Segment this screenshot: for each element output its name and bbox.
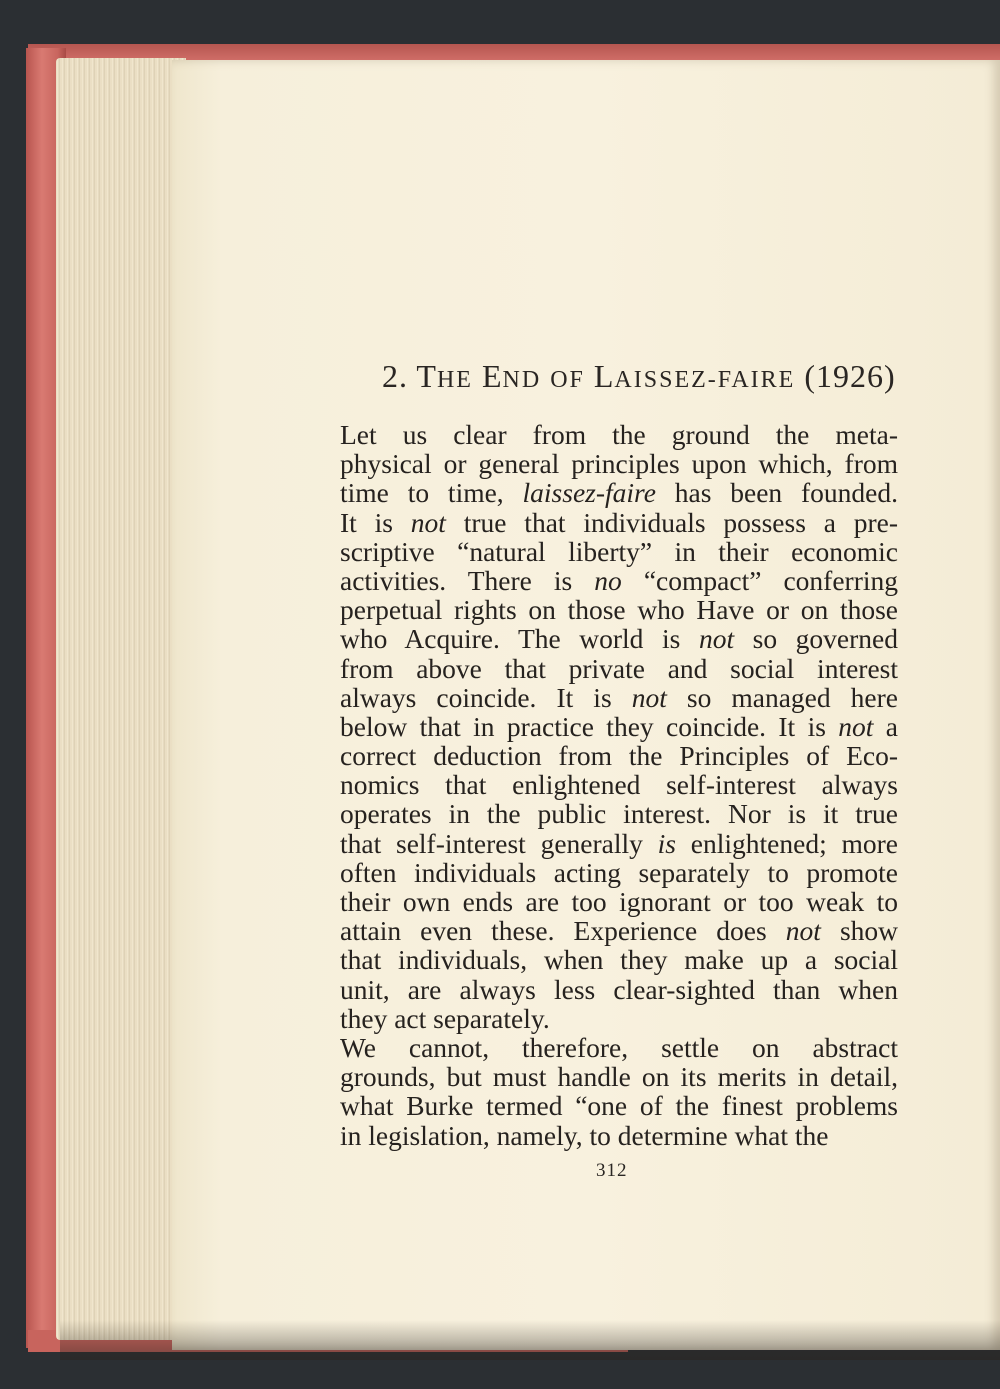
text-line	[340, 829, 898, 858]
text-run: nomics that enlightened self-interest always	[340, 769, 898, 801]
text-line	[340, 683, 898, 712]
page-shadow	[60, 1320, 1000, 1360]
text-run: their own ends are too ignorant or too weak to	[340, 886, 898, 917]
text-line	[340, 741, 898, 770]
text-line	[340, 624, 898, 653]
text-run: what Burke termed “one of the finest problems	[340, 1090, 898, 1122]
text-run: correct deduction from the Principles of Eco-	[340, 740, 898, 772]
text-run: Let us clear from the ground the meta-	[340, 419, 898, 450]
italic-text: not	[631, 681, 667, 713]
text-run: attain even these. Experience does	[340, 915, 786, 947]
italic-text: not	[838, 710, 874, 742]
text-line	[340, 1091, 898, 1120]
text-run: that self-interest generally	[340, 827, 658, 859]
text-run: so governed	[734, 623, 899, 655]
text-line	[340, 1033, 898, 1062]
text-run: perpetual rights on those who Have or on those	[340, 594, 898, 626]
text-run: they act separately.	[340, 1002, 550, 1034]
text-run: We cannot, therefore, settle on abstract	[340, 1031, 898, 1063]
text-line	[340, 478, 898, 507]
text-line	[340, 858, 898, 887]
text-run: so managed here	[666, 681, 899, 713]
italic-text: not	[410, 506, 446, 538]
heading-smallcaps: AISSEZ-FAIRE	[614, 367, 796, 393]
body-text	[340, 420, 898, 1150]
text-run: that individuals, when they make up a social	[340, 944, 898, 976]
text-line	[340, 712, 898, 741]
heading-cap: T	[416, 358, 437, 394]
text-line	[340, 420, 898, 449]
text-line	[340, 654, 898, 683]
text-run: who Acquire. The world is	[340, 623, 699, 655]
text-line	[340, 1062, 898, 1091]
text-run: always coincide. It is	[340, 681, 632, 713]
text-line	[340, 537, 898, 566]
text-line	[340, 595, 898, 624]
italic-text: is	[657, 827, 677, 859]
text-run: activities. There is	[340, 564, 595, 596]
heading-year: (1926)	[804, 358, 896, 394]
text-line	[340, 508, 898, 537]
text-run: unit, are always less clear-sighted than when	[340, 973, 898, 1005]
text-run: below that in practice they coincide. It is	[340, 710, 839, 742]
page-number: 312	[596, 1160, 628, 1181]
heading-number: 2.	[382, 358, 417, 394]
italic-text: no	[594, 564, 622, 596]
chapter-heading	[382, 358, 896, 395]
text-line	[340, 1121, 898, 1150]
page-block-edges	[56, 58, 186, 1340]
text-run: enlightened; more	[676, 827, 898, 859]
text-line	[340, 975, 898, 1004]
text-line	[340, 799, 898, 828]
text-run: from above that private and social interest	[340, 652, 898, 684]
text-run: It is	[340, 506, 411, 538]
italic-text: laissez-faire	[522, 477, 656, 509]
text-run: operates in the public interest. Nor is it true	[340, 798, 898, 830]
text-run: grounds, but must handle on its merits in detail,	[340, 1061, 898, 1093]
text-run: show	[820, 915, 899, 947]
text-run: true that individuals possess a pre-	[445, 506, 899, 538]
text-run: has been founded.	[655, 477, 898, 509]
text-run: often individuals acting separately to promote	[340, 856, 898, 888]
text-run: a	[873, 710, 898, 742]
text-line	[340, 1004, 898, 1033]
text-line	[340, 566, 898, 595]
heading-title	[416, 358, 795, 394]
italic-text: not	[698, 623, 735, 655]
text-line	[340, 449, 898, 478]
heading-smallcaps: HE	[436, 367, 473, 393]
text-run: “compact” conferring	[621, 564, 899, 596]
text-line	[340, 887, 898, 916]
text-line	[340, 916, 898, 945]
text-line	[340, 945, 898, 974]
text-run: in legislation, namely, to determine what the	[340, 1119, 829, 1151]
heading-smallcaps: OF	[550, 367, 585, 393]
text-run: scriptive “natural liberty” in their economic	[340, 535, 898, 567]
text-run: physical or general principles upon which, from	[340, 448, 898, 480]
heading-cap: L	[593, 358, 615, 394]
text-line	[340, 770, 898, 799]
italic-text: not	[785, 915, 821, 947]
heading-smallcaps: ND	[502, 367, 542, 393]
heading-cap: E	[481, 358, 503, 394]
text-run: time to time,	[340, 477, 523, 509]
